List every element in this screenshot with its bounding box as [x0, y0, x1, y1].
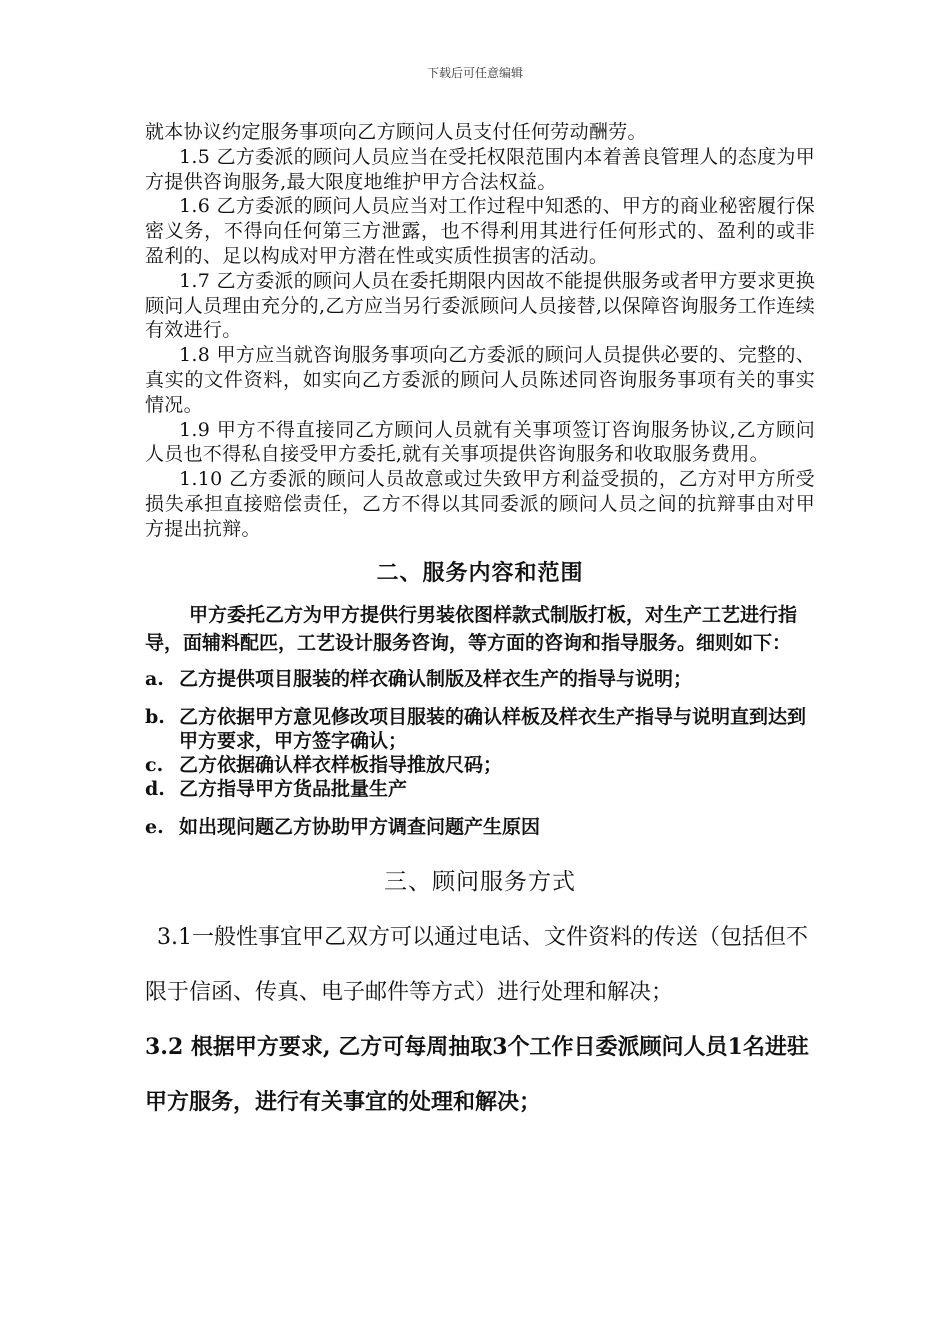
paragraph: 1.8 甲方应当就咨询服务事项向乙方委派的顾问人员提供必要的、完整的、真实的文件资料，如实向乙方委派的顾问人员陈述同咨询服务事项有关的事实情况。 [145, 344, 815, 416]
list-item [145, 777, 815, 801]
paragraph: 1.7 乙方委派的顾问人员在委托期限内因故不能提供服务或者甲方要求更换顾问人员理由充分的,乙方应当另行委派顾问人员接替,以保障咨询服务工作连续有效进行。 [145, 269, 815, 342]
list-item [145, 753, 815, 777]
list-marker: e. [145, 815, 164, 838]
service-list [145, 667, 815, 839]
paragraph: 就本协议约定服务事项向乙方顾问人员支付任何劳动酬劳。 [145, 121, 647, 143]
document-body [145, 120, 815, 1130]
list-text: 如出现问题乙方协助甲方调查问题产生原因 [179, 815, 541, 838]
section-intro: 甲方委托乙方为甲方提供行男装依图样款式制版打板，对生产工艺进行指导，面辅料配匹，工艺设计服务咨询，等方面的咨询和指导服务。细则如下： [145, 603, 798, 654]
section-heading: 二、服务内容和范围 [376, 559, 584, 586]
paragraph: 1.6 乙方委派的顾问人员应当对工作过程中知悉的、甲方的商业秘密履行保密义务，不得向任何第三方泄露，也不得利用其进行任何形式的、盈利的或非盈利的、足以构成对甲方潜在性或实质性损害的活动。 [145, 195, 815, 267]
list-item [145, 705, 815, 753]
page-header: 下载后可任意编辑 [426, 66, 523, 80]
list-text: 乙方依据确认样衣样板指导推放尺码； [179, 753, 503, 776]
list-marker: b. [145, 705, 165, 728]
paragraph: 3.1一般性事宜甲乙双方可以通过电话、文件资料的传送（包括但不限于信函、传真、电子邮件等方式）进行处理和解决； [145, 924, 808, 1005]
section-heading: 三、顾问服务方式 [384, 868, 576, 895]
list-marker: d. [145, 777, 165, 800]
paragraph: 1.9 甲方不得直接同乙方顾问人员就有关事项签订咨询服务协议,乙方顾问人员也不得私自接受甲方委托,就有关事项提供咨询服务和收取服务费用。 [145, 418, 815, 466]
list-text: 乙方依据甲方意见修改项目服装的确认样板及样衣生产指导与说明直到达到甲方要求，甲方签字确认； [179, 705, 807, 752]
list-item [145, 815, 815, 839]
paragraph: 3.2 根据甲方要求, 乙方可每周抽取3个工作日委派顾问人员1名进驻甲方服务，进行有关事宜的处理和解决； [145, 1033, 809, 1115]
paragraph: 1.5 乙方委派的顾问人员应当在受托权限范围内本着善良管理人的态度为甲方提供咨询服务,最大限度地维护甲方合法权益。 [145, 145, 815, 193]
list-text: 乙方提供项目服装的样衣确认制版及样衣生产的指导与说明； [179, 667, 693, 690]
paragraph: 1.10 乙方委派的顾问人员故意或过失致甲方利益受损的，乙方对甲方所受损失承担直接赔偿责任，乙方不得以其同委派的顾问人员之间的抗辩事由对甲方提出抗辩。 [145, 468, 815, 540]
list-marker: a. [145, 667, 164, 690]
list-item [145, 667, 815, 691]
list-marker: c. [145, 753, 164, 776]
list-text: 乙方指导甲方货品批量生产 [179, 777, 408, 800]
